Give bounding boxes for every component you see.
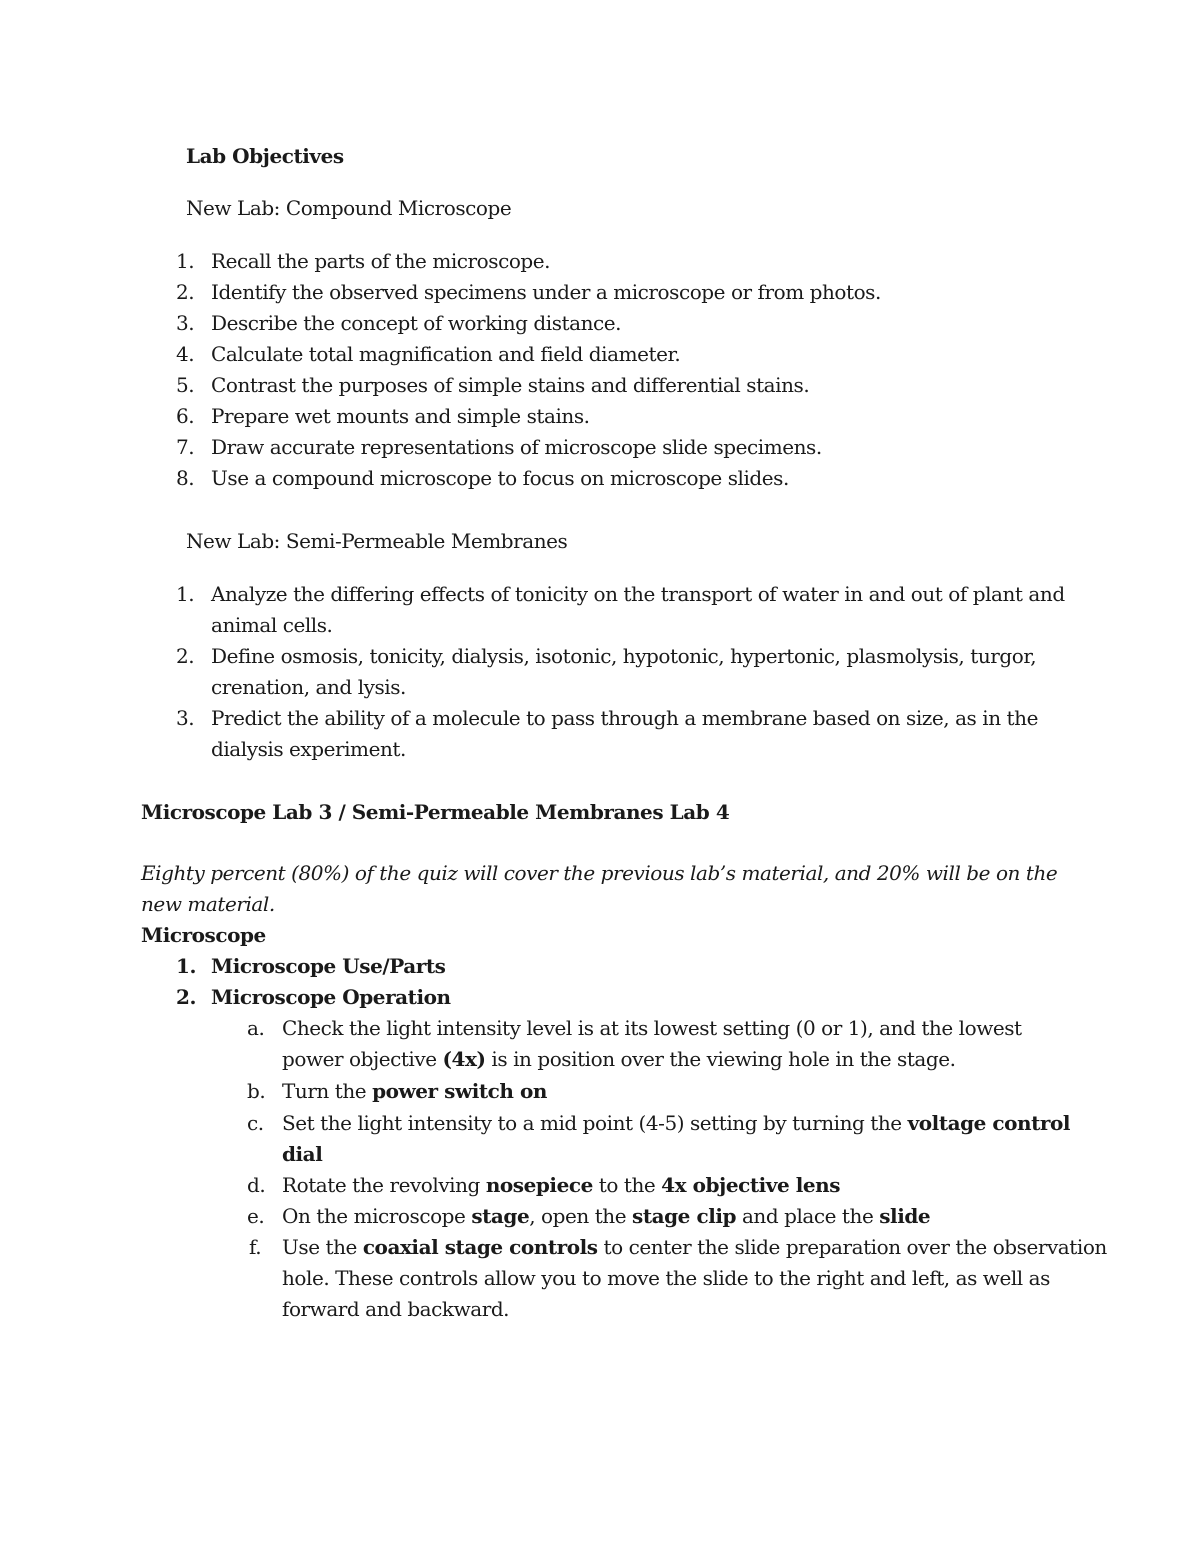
quiz-note: Eighty percent (80%) of the quiz will cover the previous lab’s material, and 20% will be on the <box>141 861 1058 885</box>
list-item: Describe the concept of working distance. <box>211 311 622 335</box>
text-run: Use the <box>282 1235 363 1259</box>
list-item: Analyze the differing effects of tonicity on the transport of water in and out of plant and <box>211 582 1065 606</box>
list-item: Recall the parts of the microscope. <box>211 249 551 273</box>
step-letter: c. <box>247 1111 264 1135</box>
step-a: Check the light intensity level is at its lowest setting (0 or 1), and the lowest <box>282 1016 1022 1040</box>
list-item-number: 1. <box>176 954 196 978</box>
step-c <box>282 1108 1070 1139</box>
step-c-continuation: dial <box>282 1142 323 1166</box>
bold-run: nosepiece <box>485 1173 593 1197</box>
quiz-note-continuation: new material. <box>141 892 275 916</box>
step-letter: d. <box>247 1173 266 1197</box>
text-run: to center the slide preparation over the observation <box>597 1235 1107 1259</box>
section-semi-permeable-title: New Lab: Semi-Permeable Membranes <box>186 529 568 553</box>
text-run: Turn the <box>282 1079 373 1103</box>
list-item: Calculate total magnification and field diameter. <box>211 342 681 366</box>
list-item-number: 7. <box>176 435 195 459</box>
step-letter: f. <box>249 1235 262 1259</box>
list-item-number: 2. <box>176 644 195 668</box>
bold-run: stage <box>471 1204 530 1228</box>
bold-run: power switch on <box>372 1079 547 1103</box>
step-letter: a. <box>247 1016 265 1040</box>
list-item-number: 8. <box>176 466 195 490</box>
lab-title-heading: Microscope Lab 3 / Semi-Permeable Membranes Lab 4 <box>141 800 730 824</box>
lab-objectives-heading: Lab Objectives <box>186 144 344 168</box>
step-d <box>282 1170 840 1201</box>
list-item-number: 4. <box>176 342 195 366</box>
list-item: Use a compound microscope to focus on microscope slides. <box>211 466 789 490</box>
list-item: Contrast the purposes of simple stains and differential stains. <box>211 373 810 397</box>
list-item: Predict the ability of a molecule to pass through a membrane based on size, as in the <box>211 706 1038 730</box>
list-item-continuation: crenation, and lysis. <box>211 675 406 699</box>
bold-run: (4x) <box>442 1047 486 1071</box>
list-item-number: 1. <box>176 582 195 606</box>
microscope-subheading: Microscope <box>141 923 266 947</box>
list-item-continuation: dialysis experiment. <box>211 737 406 761</box>
bold-run: 4x objective lens <box>661 1173 841 1197</box>
text-run: to the <box>592 1173 662 1197</box>
list-item-number: 3. <box>176 706 195 730</box>
list-item-microscope-use-parts: Microscope Use/Parts <box>211 954 446 978</box>
list-item-number: 5. <box>176 373 195 397</box>
text-run: On the microscope <box>282 1204 472 1228</box>
text-run: is in position over the viewing hole in the stage. <box>485 1047 956 1071</box>
list-item: Draw accurate representations of microscope slide specimens. <box>211 435 822 459</box>
step-a-continuation <box>282 1044 956 1075</box>
list-item-microscope-operation: Microscope Operation <box>211 985 451 1009</box>
text-run: power objective <box>282 1047 443 1071</box>
list-item-continuation: animal cells. <box>211 613 333 637</box>
list-item-number: 1. <box>176 249 195 273</box>
list-item-number: 3. <box>176 311 195 335</box>
list-item: Identify the observed specimens under a microscope or from photos. <box>211 280 881 304</box>
bold-run: coaxial stage controls <box>362 1235 598 1259</box>
step-f-continuation: hole. These controls allow you to move the slide to the right and left, as well as <box>282 1266 1050 1290</box>
text-run: and place the <box>736 1204 880 1228</box>
list-item-number: 6. <box>176 404 195 428</box>
bold-run: stage clip <box>632 1204 737 1228</box>
step-b <box>282 1076 547 1107</box>
list-item-number: 2. <box>176 985 196 1009</box>
section-compound-microscope-title: New Lab: Compound Microscope <box>186 196 512 220</box>
list-item-number: 2. <box>176 280 195 304</box>
step-letter: b. <box>247 1079 266 1103</box>
text-run: Rotate the revolving <box>282 1173 486 1197</box>
step-letter: e. <box>247 1204 265 1228</box>
text-run: , open the <box>529 1204 633 1228</box>
step-f-continuation: forward and backward. <box>282 1297 510 1321</box>
bold-run: voltage control <box>907 1111 1071 1135</box>
step-e <box>282 1201 930 1232</box>
list-item: Prepare wet mounts and simple stains. <box>211 404 590 428</box>
list-item: Define osmosis, tonicity, dialysis, isotonic, hypotonic, hypertonic, plasmolysis, turgor, <box>211 644 1037 668</box>
text-run: Set the light intensity to a mid point (4-5) setting by turning the <box>282 1111 908 1135</box>
step-f <box>282 1232 1107 1263</box>
bold-run: slide <box>879 1204 931 1228</box>
